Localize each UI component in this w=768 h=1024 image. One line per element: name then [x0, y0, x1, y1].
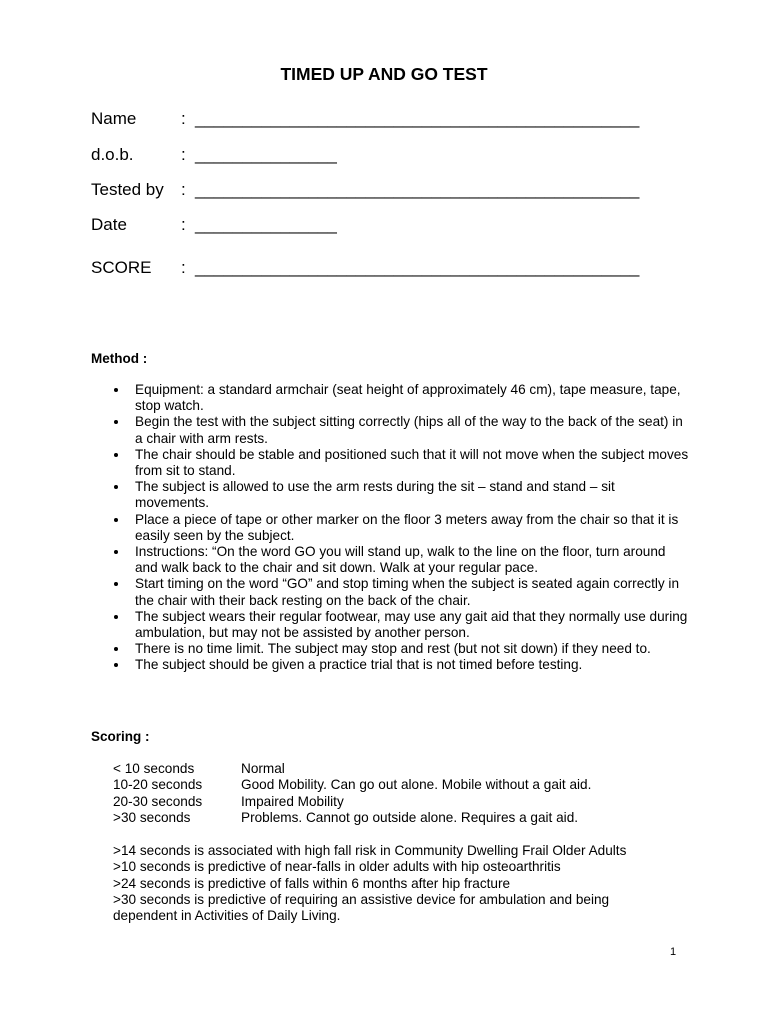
bullet-icon: [114, 615, 118, 619]
score-description: Good Mobility. Can go out alone. Mobile without a gait aid.: [241, 777, 592, 793]
field-colon: :: [181, 180, 186, 199]
score-description: Problems. Cannot go outside alone. Requires a gait aid.: [241, 809, 579, 825]
score-time: < 10 seconds: [113, 761, 195, 776]
list-item-text: The subject should be given a practice trial that is not timed before testing.: [135, 657, 583, 673]
score-time: 10-20 seconds: [113, 777, 203, 793]
list-item: [111, 414, 691, 446]
list-item: [111, 447, 691, 479]
field-label: Name: [91, 109, 137, 128]
bullet-icon: [114, 485, 118, 489]
note-line: >10 seconds is predictive of near-falls in older adults with hip osteoarthritis: [113, 859, 561, 875]
bullet-icon: [114, 518, 118, 522]
score-time: >30 seconds: [113, 809, 191, 825]
list-item: [111, 609, 691, 641]
field-label: Tested by: [91, 180, 164, 199]
list-item-text: Start timing on the word “GO” and stop timing when the subject is seated again correctly in the chair with their back resting on the back of the chair.: [135, 576, 680, 608]
score-time: 20-30 seconds: [113, 793, 203, 809]
field-blank-line: _______________________________________________: [195, 109, 640, 128]
score-description: Impaired Mobility: [241, 793, 344, 809]
score-description: Normal: [241, 761, 285, 776]
bullet-icon: [114, 647, 118, 651]
list-item-text: Equipment: a standard armchair (seat height of approximately 46 cm), tape measure, tape, stop watch.: [135, 382, 681, 414]
list-item-text: There is no time limit. The subject may stop and rest (but not sit down) if they need to.: [135, 641, 651, 657]
bullet-icon: [114, 388, 118, 392]
list-item: [111, 382, 691, 414]
field-colon: :: [181, 145, 186, 164]
list-item-text: Instructions: “On the word GO you will stand up, walk to the line on the floor, turn around and walk back to the chair and sit down. Walk at your regular pace.: [135, 544, 666, 576]
list-item-text: The subject wears their regular footwear, may use any gait aid that they normally use during ambulation, but may not be assisted by another person.: [135, 608, 688, 641]
note-line: >30 seconds is predictive of requiring an assistive device for ambulation and being dependent in Activities of Daily Living.: [113, 891, 610, 924]
list-item: [111, 479, 691, 511]
bullet-icon: [114, 550, 118, 554]
list-item: [111, 641, 691, 657]
list-item: [111, 544, 691, 576]
page-number: 1: [670, 946, 677, 958]
field-label: Date: [91, 215, 127, 234]
scoring-notes: [113, 843, 673, 924]
bullet-icon: [114, 582, 118, 586]
field-colon: :: [181, 109, 186, 128]
bullet-icon: [114, 453, 118, 457]
field-label: SCORE: [91, 258, 152, 277]
list-item: [111, 512, 691, 544]
field-blank-line: _______________: [195, 145, 337, 164]
list-item-text: The chair should be stable and positioned such that it will not move when the subject moves from sit to stand.: [135, 446, 689, 479]
bullet-icon: [114, 663, 118, 667]
bullet-icon: [114, 420, 118, 424]
field-label: d.o.b.: [91, 145, 134, 164]
list-item-text: The subject is allowed to use the arm rests during the sit – stand and stand – sit movements.: [135, 479, 615, 511]
note-line: >24 seconds is predictive of falls within 6 months after hip fracture: [113, 875, 511, 891]
field-blank-line: _______________________________________________: [195, 258, 640, 277]
note-line: >14 seconds is associated with high fall risk in Community Dwelling Frail Older Adults: [113, 843, 627, 858]
field-blank-line: _______________: [195, 215, 337, 234]
page-title: TIMED UP AND GO TEST: [280, 64, 488, 84]
list-item: [111, 576, 691, 608]
list-item: [111, 657, 691, 673]
field-blank-line: _______________________________________________: [195, 180, 640, 199]
list-item-text: Begin the test with the subject sitting correctly (hips all of the way to the back of the seat) in a chair with arm rests.: [135, 414, 683, 446]
field-colon: :: [181, 258, 186, 277]
list-item-text: Place a piece of tape or other marker on the floor 3 meters away from the chair so that it is easily seen by the subject.: [135, 511, 679, 543]
scoring-heading: Scoring :: [91, 729, 150, 744]
field-colon: :: [181, 215, 186, 234]
method-list: [111, 382, 691, 674]
method-heading: Method :: [91, 351, 148, 366]
